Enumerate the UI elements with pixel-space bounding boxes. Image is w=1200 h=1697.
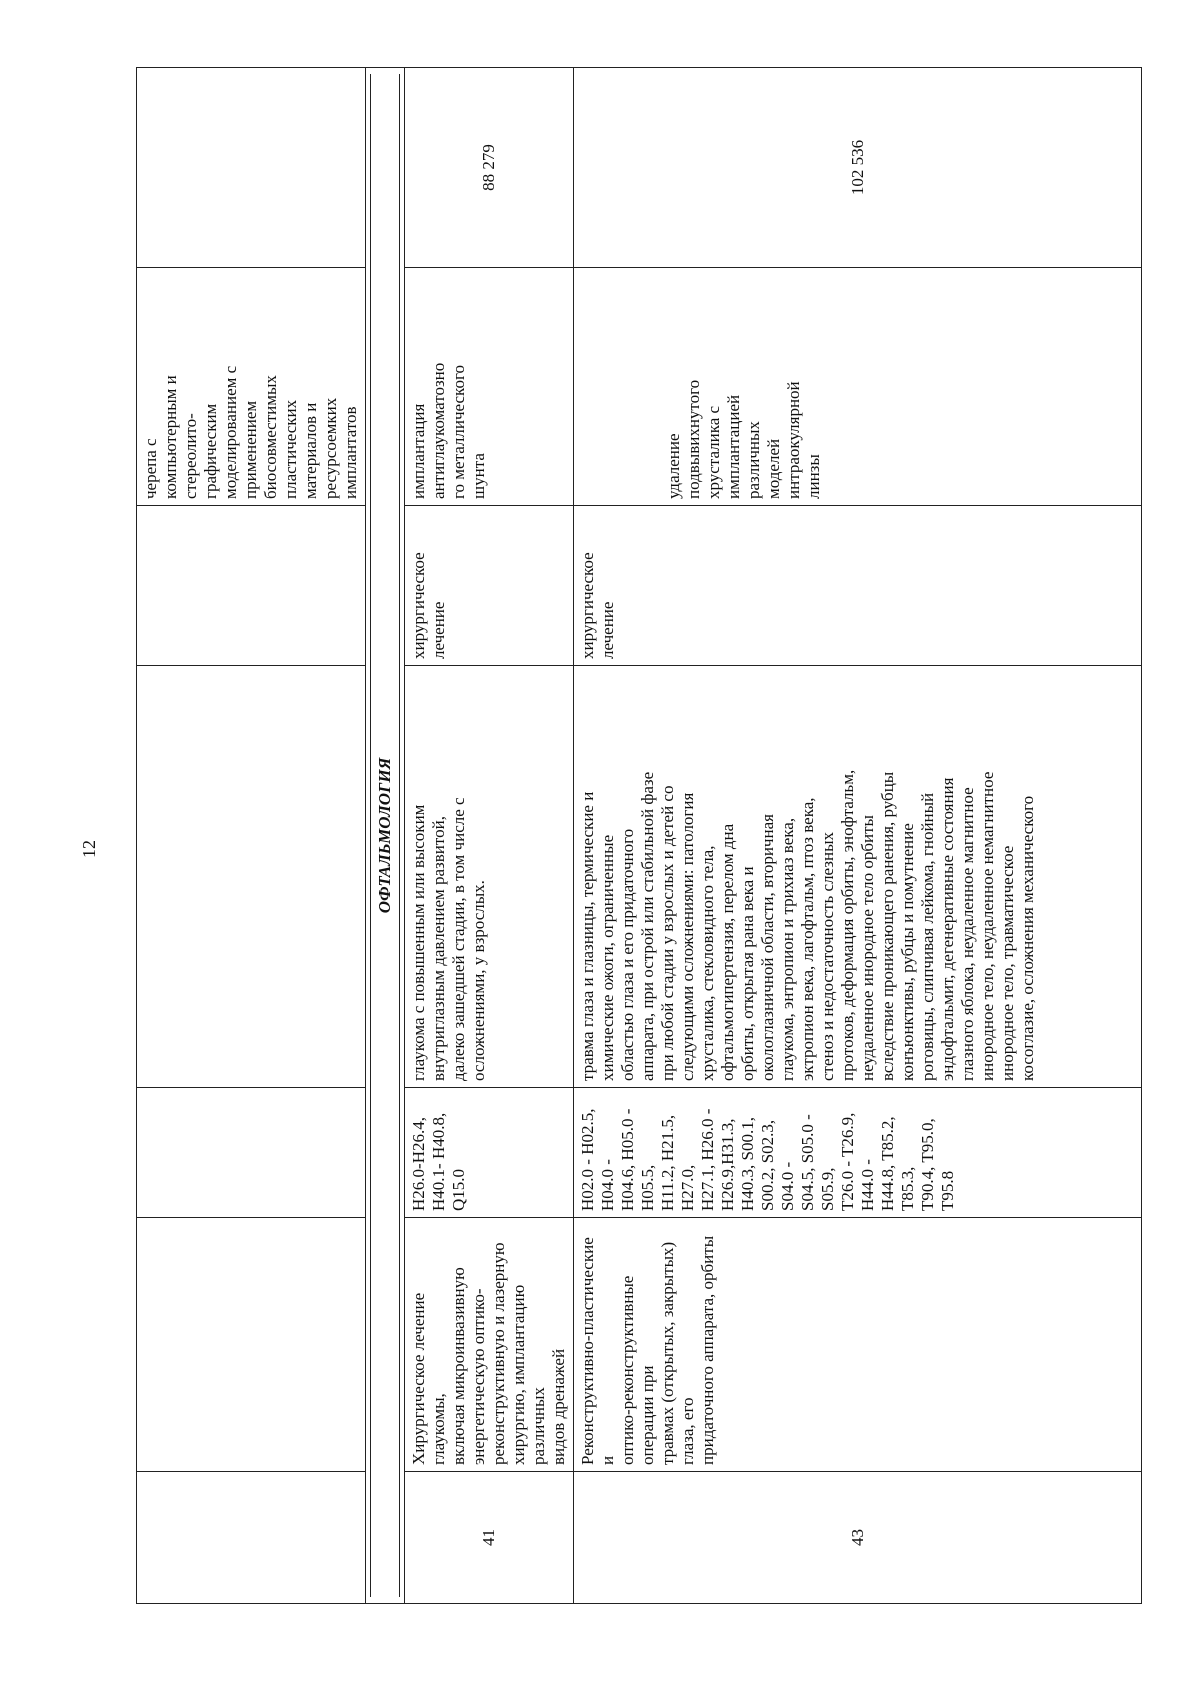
service-name: Хирургическое лечение глаукомы, включая микроинвазивную энергетическую оптико- реконструктивную и лазерную хирургию, имплантацию различных видов дренажей: [405, 1218, 574, 1472]
table-row: [405, 68, 574, 1604]
treatment-method: имплантация антиглаукоматозно го металлического шунта: [405, 268, 574, 506]
cell-num-empty: [137, 1472, 366, 1604]
row-number: 41: [405, 1472, 574, 1604]
patient-model: травма глаза и глазницы, термические и химические ожоги, ограниченные областью глаза и его придаточного аппарата, при острой или стабильной фазе при любой стадии у взрослых и детей со следующими осложнениями: патология хрусталика, стекловидного тела, офтальмогипертензия, перелом дна орбиты, открытая рана века и окологлазничной области, вторичная глаукома, энтропион и трихиаз века, эктропион века, лагофтальм, птоз века, стеноз и недостаточность слезных протоков, деформация орбиты, энофтальм, неудаленное инородное тело орбиты вследствие проникающего ранения, рубцы конъюнктивы, рубцы и помутнение роговицы, слипчивая лейкома, гнойный эндофтальмит, дегенеративные состояния глазного яблока, неудаленное магнитное инородное тело, неудаленное немагнитное инородное тело, травматическое косоглазие, осложнения механического: [574, 666, 1142, 1088]
price: 102 536: [574, 68, 1142, 268]
service-name: Реконструктивно-пластические и оптико-реконструктивные операции при травмах (открытых, закрытых) глаза, его придаточного аппарата, орбиты: [574, 1218, 1142, 1472]
price: 88 279: [405, 68, 574, 268]
rotated-page-content: [136, 68, 1096, 1604]
icd-codes: H26.0-H26.4, H40.1- H40.8, Q15.0: [405, 1088, 574, 1218]
cell-name-empty: [137, 1218, 366, 1472]
table-row: [574, 68, 1142, 1604]
section-title: ОФТАЛЬМОЛОГИЯ: [370, 74, 400, 1597]
cell-model-empty: [137, 666, 366, 1088]
treatment-method: удаление подвывихнутого хрусталика с имплантацией различных моделей интраокулярной линзы: [574, 268, 1142, 506]
patient-model: глаукома с повышенным или высоким внутриглазным давлением развитой, далеко зашедшей стадии, в том числе с осложнениями, у взрослых.: [405, 666, 574, 1088]
page-number: 12: [79, 840, 99, 858]
treatment-type: хирургическое лечение: [574, 506, 1142, 666]
treatment-type: хирургическое лечение: [405, 506, 574, 666]
cell-price-empty: [137, 68, 366, 268]
cell-codes-empty: [137, 1088, 366, 1218]
section-row: [366, 68, 405, 1604]
row-number: 43: [574, 1472, 1142, 1604]
table-row-continuation: [137, 68, 366, 1604]
cell-method-continuation: черепа с компьютерным и стереолито- графическим моделированием с применением биосовместимых пластических материалов и ресурсоемких имплантатов: [137, 268, 366, 506]
icd-codes: H02.0 - H02.5, H04.0 - H04.6, H05.0 - H05.5, H11.2, H21.5, H27.0, H27.1, H26.0 - H26.9,H31.3, H40.3, S00.1, S00.2, S02.3, S04.0 - S04.5, S05.0 - S05.9, T26.0 - T26.9, H44.0 - H44.8, T85.2, T85.3, T90.4, T95.0, T95.8: [574, 1088, 1142, 1218]
cell-treatment-empty: [137, 506, 366, 666]
services-table: [136, 67, 1142, 1604]
